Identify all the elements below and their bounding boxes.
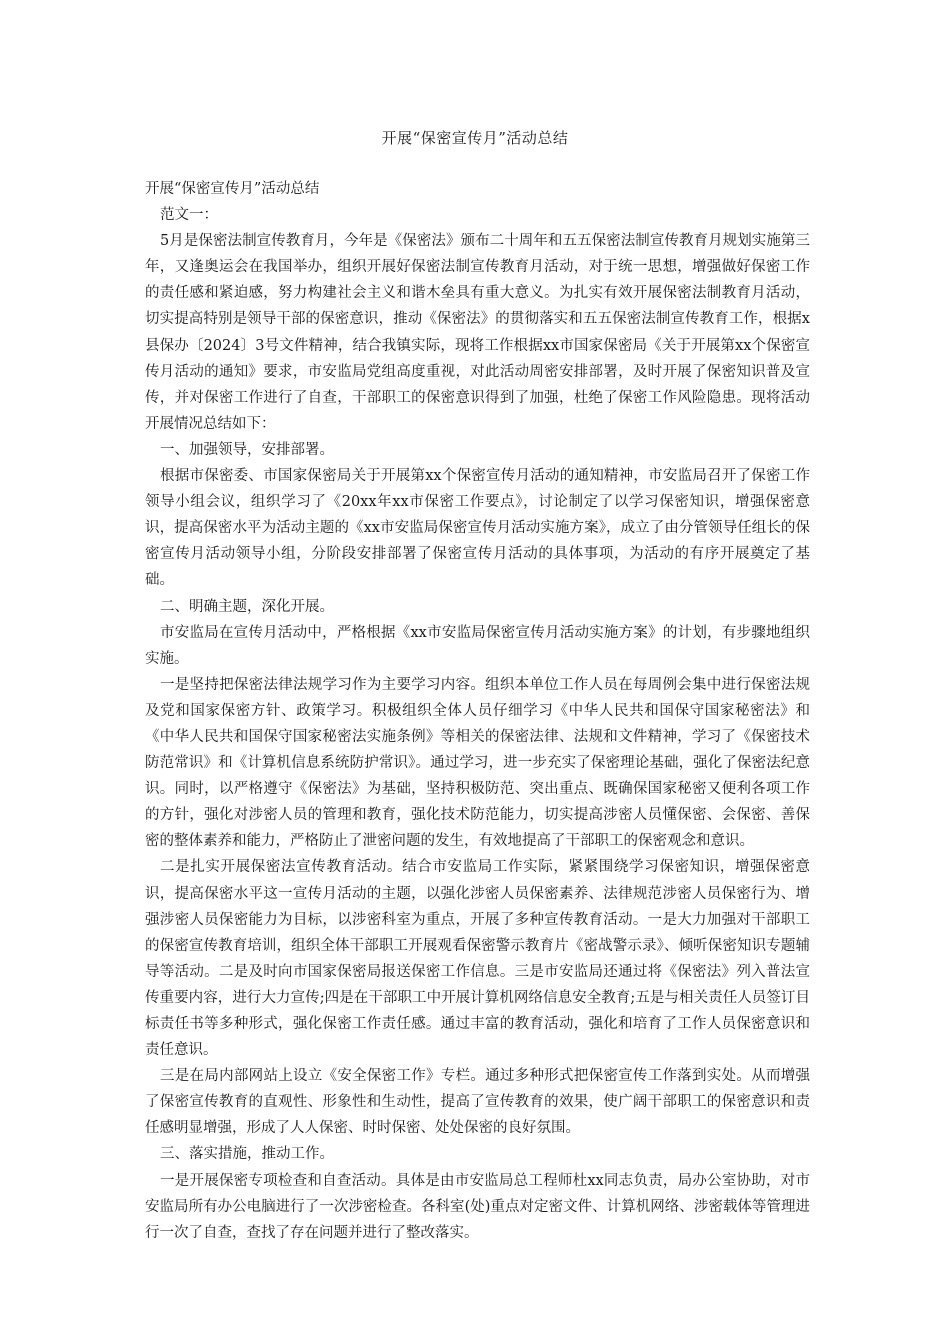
- section-1-paragraph: 根据市保密委、市国家保密局关于开展第xx个保密宣传月活动的通知精神，市安监局召开了保密工作领导小组会议，组织学习了《20xx年xx市保密工作要点》，讨论制定了以学习保密知识，增强保密意识，提高保密水平为活动主题的《xx市安监局保密宣传月活动实施方案》，成立了由分管领导任组长的保密宣传月活动领导小组，分阶段安排部署了保密宣传月活动的具体事项，为活动的有序开展奠定了基础。: [145, 468, 810, 589]
- body-heading: 开展“保密宣传月”活动总结: [145, 181, 320, 197]
- section-heading-3: 三、落实措施，推动工作。: [160, 1146, 334, 1163]
- document-body: [145, 176, 810, 1246]
- section-3-item-1: 一是开展保密专项检查和自查活动。具体是由市安监局总工程师杜xx同志负责，局办公室协助，对市安监局所有办公电脑进行了一次涉密检查。各科室(处)重点对定密文件、计算机网络、涉密载体等管理进行一次了自查，查找了存在问题并进行了整改落实。: [145, 1172, 810, 1241]
- document-title: 开展“保密宣传月”活动总结: [381, 129, 569, 147]
- section-heading-1: 一、加强领导，安排部署。: [160, 441, 334, 458]
- sample-label: 范文一：: [160, 207, 218, 224]
- section-2-item-2: 二是扎实开展保密法宣传教育活动。结合市安监局工作实际，紧紧围绕学习保密知识，增强保密意识，提高保密水平这一宣传月活动的主题，以强化涉密人员保密素养、法律规范涉密人员保密行为、增强涉密人员保密能力为目标，以涉密科室为重点，开展了多种宣传教育活动。一是大力加强对干部职工的保密宣传教育培训，组织全体干部职工开展观看保密警示教育片《密战警示录》、倾听保密知识专题辅导等活动。二是及时向市国家保密局报送保密工作信息。三是市安监局还通过将《保密法》列入普法宣传重要内容，进行大力宣传;四是在干部职工中开展计算机网络信息安全教育;五是与相关责任人员签订目标责任书等多种形式，强化保密工作责任感。通过丰富的教育活动，强化和培育了工作人员保密意识和责任意识。: [145, 859, 810, 1059]
- section-2-intro: 市安监局在宣传月活动中，严格根据《xx市安监局保密宣传月活动实施方案》的计划，有步骤地组织实施。: [145, 624, 810, 667]
- section-2-item-1: 一是坚持把保密法律法规学习作为主要学习内容。组织本单位工作人员在每周例会集中进行保密法规及党和国家保密方针、政策学习。积极组织全体人员仔细学习《中华人民共和国保守国家秘密法》和《中华人民共和国保守国家秘密法实施条例》等相关的保密法律、法规和文件精神，学习了《保密技术防范常识》和《计算机信息系统防护常识》。通过学习，进一步充实了保密理论基础，强化了保密法纪意识。同时，以严格遵守《保密法》为基础，坚持积极防范、突出重点、既确保国家秘密又便利各项工作的方针，强化对涉密人员的管理和教育，强化技术防范能力，切实提高涉密人员懂保密、会保密、善保密的整体素养和能力，严格防止了泄密问题的发生，有效地提高了干部职工的保密观念和意识。: [145, 676, 810, 850]
- intro-paragraph: 5月是保密法制宣传教育月，今年是《保密法》颁布二十周年和五五保密法制宣传教育月规划实施第三年，又逢奥运会在我国举办，组织开展好保密法制宣传教育月活动，对于统一思想，增强做好保密工作的责任感和紧迫感，努力构建社会主义和谐木垒具有重大意义。为扎实有效开展保密法制教育月活动，切实提高特别是领导干部的保密意识，推动《保密法》的贯彻落实和五五保密法制宣传教育工作，根据x县保办〔2024〕3号文件精神，结合我镇实际，现将工作根据xx市国家保密局《关于开展第xx个保密宣传月活动的通知》要求，市安监局党组高度重视，对此活动周密安排部署，及时开展了保密知识普及宣传，并对保密工作进行了自查，干部职工的保密意识得到了加强，杜绝了保密工作风险隐患。现将活动开展情况总结如下：: [145, 233, 810, 432]
- section-heading-2: 二、明确主题，深化开展。: [160, 598, 334, 615]
- section-2-item-3: 三是在局内部网站上设立《安全保密工作》专栏。通过多种形式把保密宣传工作落到实处。从而增强了保密宣传教育的直观性、形象性和生动性，提高了宣传教育的效果，使广阔干部职工的保密意识和责任感明显增强，形成了人人保密、时时保密、处处保密的良好氛围。: [145, 1068, 810, 1137]
